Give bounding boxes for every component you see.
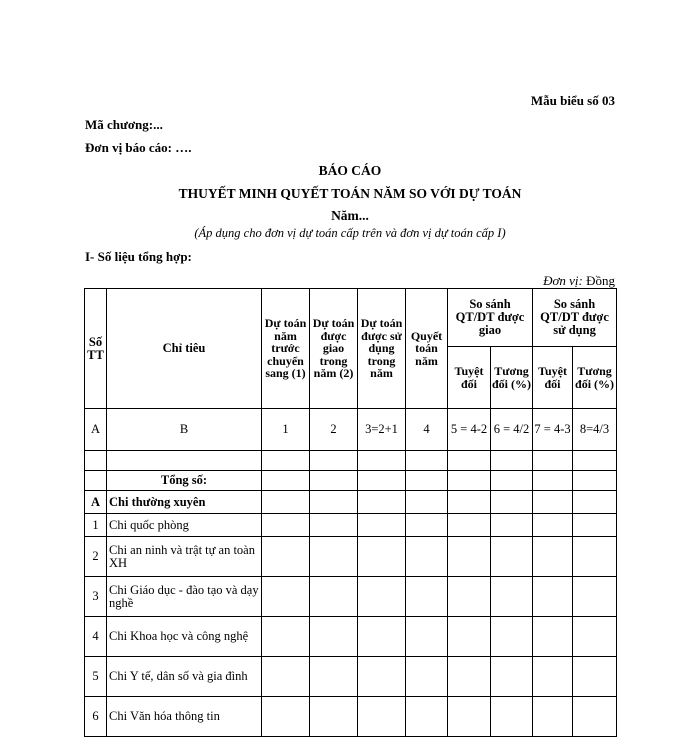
header-col4: Quyết toán năm bbox=[406, 289, 448, 409]
code-cell: 4 bbox=[406, 409, 448, 451]
header-col1: Dự toán năm trước chuyển sang (1) bbox=[262, 289, 310, 409]
row-stt: A bbox=[85, 491, 107, 514]
total-label: Tổng số: bbox=[107, 471, 262, 491]
form-number: Mẫu biểu số 03 bbox=[530, 93, 615, 108]
header-tuyet-doi-2: Tuyệt đối bbox=[533, 347, 573, 409]
row-name: Chi quốc phòng bbox=[107, 514, 262, 537]
chapter-code: Mã chương:... bbox=[85, 117, 163, 132]
currency-unit bbox=[543, 273, 615, 289]
unit-value: Đồng bbox=[586, 273, 615, 288]
row-stt: 5 bbox=[85, 657, 107, 697]
code-cell: 6 = 4/2 bbox=[491, 409, 533, 451]
code-cell: 8=4/3 bbox=[573, 409, 617, 451]
report-year: Năm... bbox=[331, 208, 369, 223]
row-stt: 2 bbox=[85, 537, 107, 577]
row-stt: 3 bbox=[85, 577, 107, 617]
code-cell: 7 = 4-3 bbox=[533, 409, 573, 451]
header-stt: Số TT bbox=[85, 289, 107, 409]
header-col3: Dự toán được sử dụng trong năm bbox=[358, 289, 406, 409]
row-stt: 1 bbox=[85, 514, 107, 537]
row-name: Chi Văn hóa thông tin bbox=[107, 697, 262, 737]
row-stt: 4 bbox=[85, 617, 107, 657]
table-row bbox=[85, 537, 617, 577]
row-stt: 6 bbox=[85, 697, 107, 737]
header-group-sudung: So sánh QT/DT được sử dụng bbox=[533, 289, 617, 347]
header-tuong-doi-2: Tương đối (%) bbox=[573, 347, 617, 409]
report-subtitle: THUYẾT MINH QUYẾT TOÁN NĂM SO VỚI DỰ TOÁN bbox=[178, 186, 522, 201]
code-cell: B bbox=[107, 409, 262, 451]
code-cell: 2 bbox=[310, 409, 358, 451]
row-name: Chi Y tế, dân số và gia đình bbox=[107, 657, 262, 697]
total-row bbox=[85, 471, 617, 491]
report-table bbox=[84, 288, 617, 737]
section-title: I- Số liệu tổng hợp: bbox=[85, 249, 192, 264]
table-row bbox=[85, 514, 617, 537]
code-cell: 5 = 4-2 bbox=[448, 409, 491, 451]
code-cell: A bbox=[85, 409, 107, 451]
blank-row bbox=[85, 451, 617, 471]
header-group-giao: So sánh QT/DT được giao bbox=[448, 289, 533, 347]
code-cell: 1 bbox=[262, 409, 310, 451]
code-row bbox=[85, 409, 617, 451]
header-col2: Dự toán được giao trong năm (2) bbox=[310, 289, 358, 409]
row-name: Chi Khoa học và công nghệ bbox=[107, 617, 262, 657]
header-tuong-doi-1: Tương đối (%) bbox=[491, 347, 533, 409]
applicability-note: (Áp dụng cho đơn vị dự toán cấp trên và đơn vị dự toán cấp I) bbox=[194, 226, 506, 240]
unit-label: Đơn vị: bbox=[543, 273, 583, 288]
report-title: BÁO CÁO bbox=[318, 163, 382, 178]
row-name: Chi an ninh và trật tự an toàn XH bbox=[107, 537, 262, 577]
header-tuyet-doi-1: Tuyệt đối bbox=[448, 347, 491, 409]
table-row bbox=[85, 697, 617, 737]
row-name: Chi thường xuyên bbox=[107, 491, 262, 514]
row-name: Chi Giáo dục - đào tạo và dạy nghề bbox=[107, 577, 262, 617]
reporting-unit: Đơn vị báo cáo: …. bbox=[85, 140, 192, 155]
table-row bbox=[85, 657, 617, 697]
table-row bbox=[85, 577, 617, 617]
table-row bbox=[85, 491, 617, 514]
table-row bbox=[85, 617, 617, 657]
header-chi-tieu: Chỉ tiêu bbox=[107, 289, 262, 409]
code-cell: 3=2+1 bbox=[358, 409, 406, 451]
